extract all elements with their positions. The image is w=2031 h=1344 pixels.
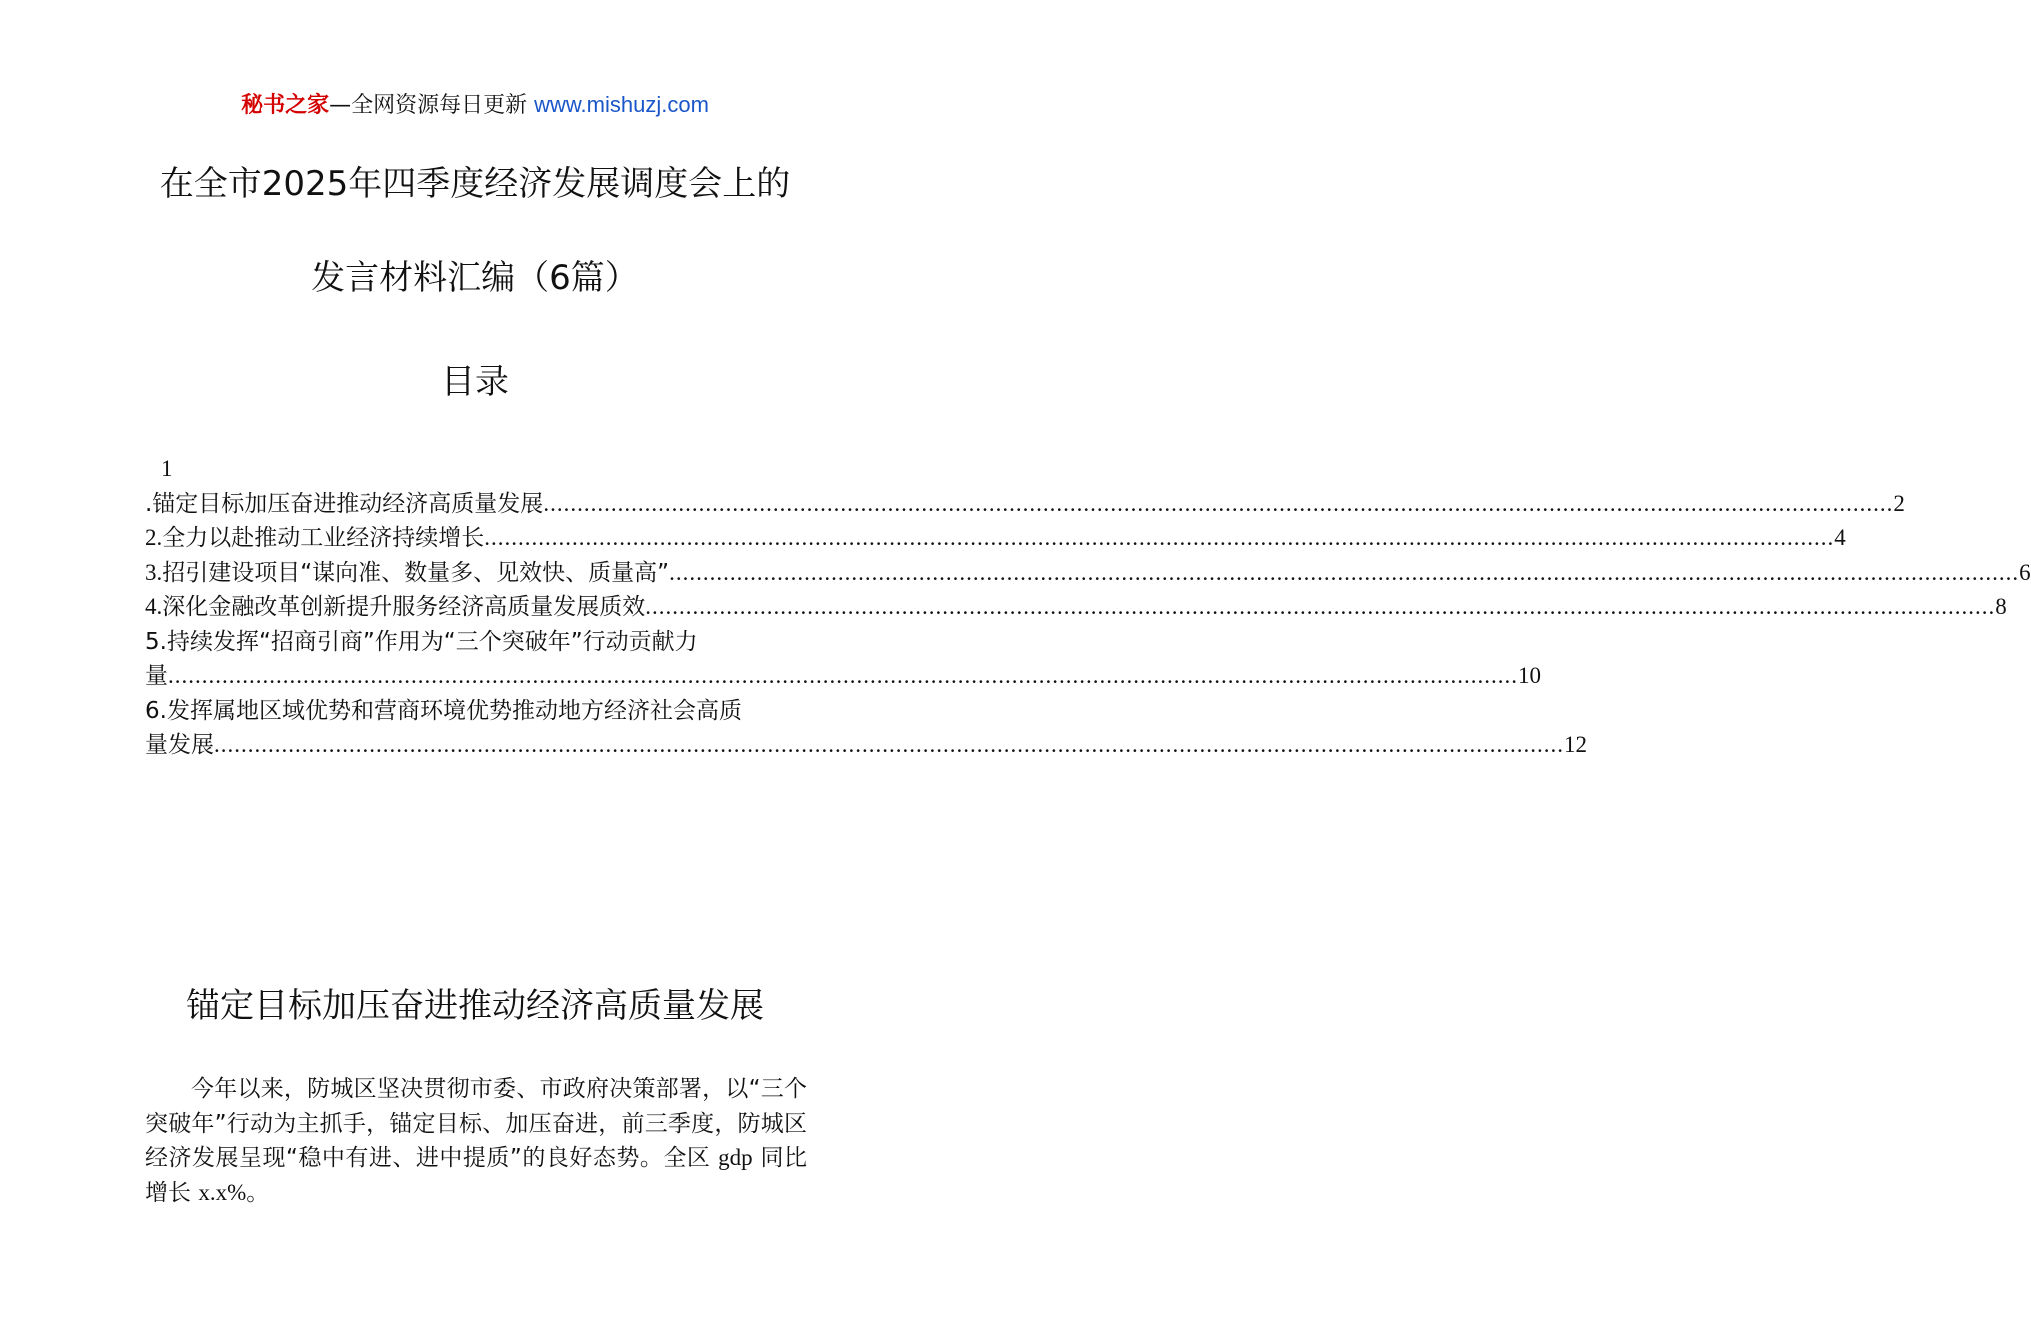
toc-leader-dots: ........................................................................................................................................................................................................ [669, 559, 2020, 585]
paragraph-end: 。 [246, 1179, 270, 1206]
toc-entry-number: 6. [145, 697, 167, 724]
toc-entry-2[interactable] [145, 521, 1846, 556]
toc-page-number: 8 [1995, 594, 2007, 619]
toc-entry-text: 深化金融改革创新提升服务经济高质量发展质效 [162, 594, 646, 620]
toc-leader-dots: ........................................................................................................................................................................................................ [168, 663, 1518, 688]
toc-leader-dots: ........................................................................................................................................................................................................ [484, 525, 1835, 550]
toc-entry-number: 5. [145, 628, 167, 655]
body-paragraph [145, 1072, 807, 1210]
growth-rate: x.x% [198, 1179, 247, 1205]
toc-number-fragment: 1 [161, 456, 173, 481]
document-title-line-1: 在全市2025年四季度经济发展调度会上的 [159, 164, 791, 204]
toc-entry-1[interactable] [145, 487, 1905, 522]
toc-heading: 目录 [441, 362, 509, 402]
toc-entry-text-line-2: 量 [145, 663, 168, 689]
toc-entry-5[interactable] [145, 625, 1541, 694]
toc-entry-text: 全力以赴推动工业经济持续增长 [162, 525, 485, 551]
toc-leader-dots: ........................................................................................................................................................................................................ [543, 490, 1894, 516]
gdp-term: gdp [718, 1145, 753, 1170]
toc-page-number: 6 [2019, 559, 2031, 585]
paragraph-text: 今年以来，防城区坚决贯彻市委、市政府决策部署，以“三个突破年”行动为主抓手，锚定目标、加压奋进，前三季度，防城区经济发展呈现“稳中有进、进中提质”的良好态势。全区 [145, 1076, 807, 1171]
toc-page-number: 2 [1893, 490, 1905, 516]
header-tagline: —全网资源每日更新 [329, 93, 535, 118]
paragraph-text-cont: 同比增长 [145, 1145, 807, 1206]
toc-entry-4[interactable] [145, 590, 2007, 625]
toc-page-number: 12 [1564, 732, 1587, 757]
toc-entry-number: 2. [145, 525, 163, 550]
table-of-contents [145, 452, 2031, 763]
site-url-link[interactable]: www.mishuzj.com [534, 92, 709, 117]
toc-entry-text-line-1: 持续发挥“招商引商”作用为“三个突破年”行动贡献力 [166, 628, 698, 655]
site-header [0, 88, 950, 119]
toc-entry-number: 3. [145, 559, 163, 585]
toc-leader-dots: ........................................................................................................................................................................................................ [214, 732, 1564, 757]
brand-name: 秘书之家 [241, 93, 330, 118]
toc-entry-3[interactable] [145, 556, 2031, 591]
toc-entry-6[interactable] [145, 694, 1587, 763]
toc-entry-text: 招引建设项目“谋向准、数量多、见效快、质量高” [162, 559, 670, 586]
section-title: 锚定目标加压奋进推动经济高质量发展 [186, 986, 764, 1026]
toc-entry-text-line-2: 量发展 [145, 732, 214, 758]
toc-entry-number: 4. [145, 594, 163, 619]
toc-page-number: 4 [1834, 525, 1846, 550]
toc-entry-text: .锚定目标加压奋进推动经济高质量发展 [145, 490, 544, 517]
toc-entry-text-line-1: 发挥属地区域优势和营商环境优势推动地方经济社会高质 [166, 697, 742, 724]
toc-leader-dots: ........................................................................................................................................................................................................ [645, 594, 1996, 619]
toc-page-number: 10 [1518, 663, 1541, 688]
document-title-line-2: 发言材料汇编（6篇） [311, 258, 639, 298]
